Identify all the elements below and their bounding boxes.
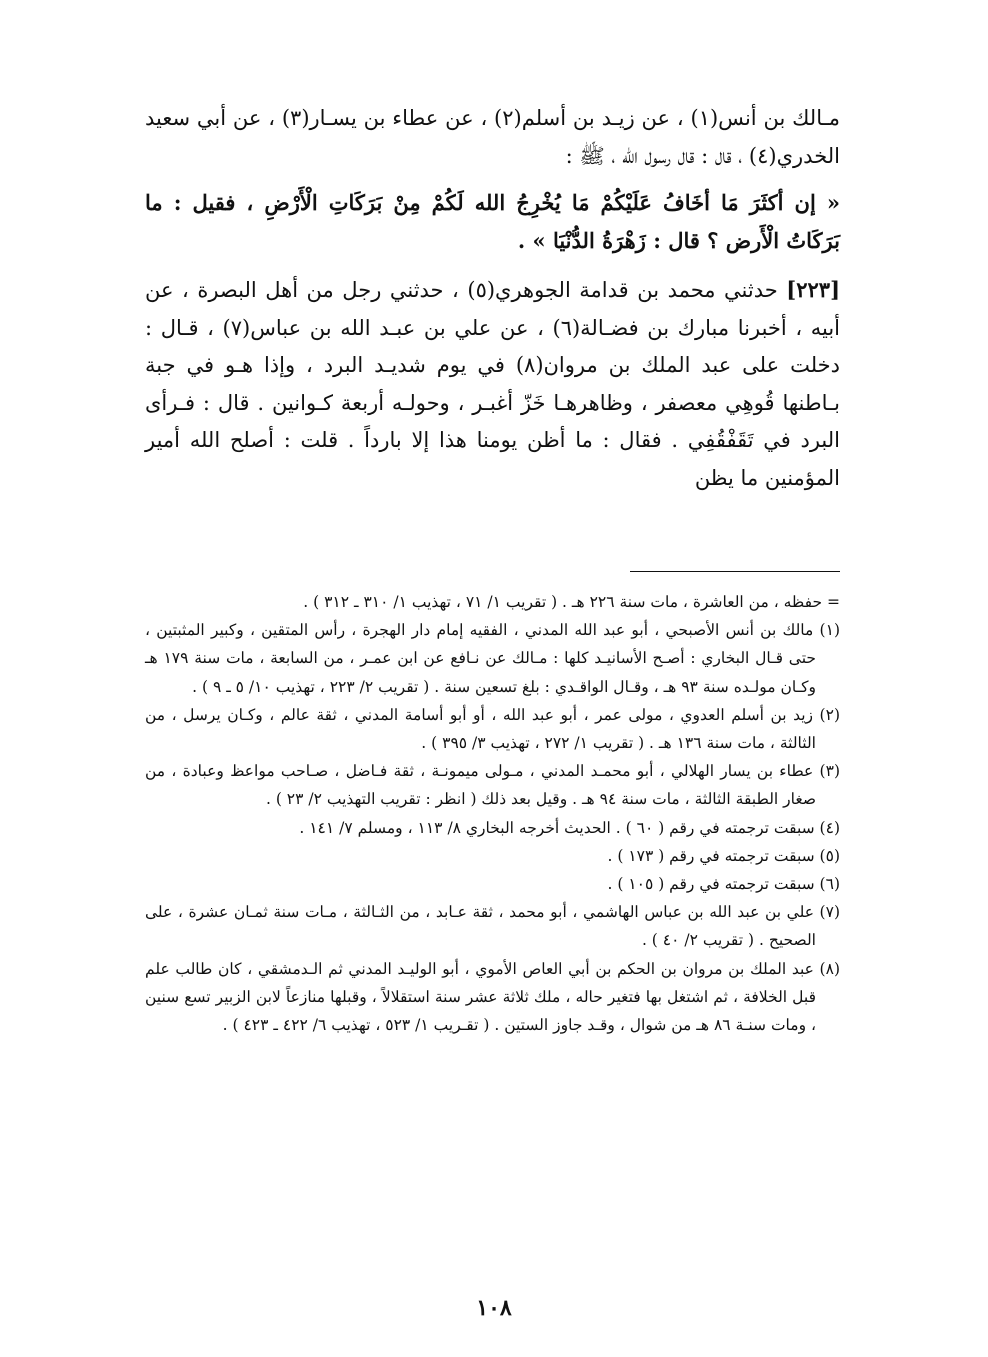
footnote-6: (٦) سبقت ترجمته في رقم ( ١٠٥ ) .	[607, 875, 840, 894]
footnote-2: (٢) زيد بن أسلم العدوي ، مولى عمر ، أبو عبد الله ، أو أبو أسامة المدني ، ثقة عالم ، وكـان يرسل ، من الثالثة ، مات سنة ١٣٦ هـ . ( تقريب ١/ ٢٧٢ ، تهذيب ٣/ ٣٩٥ ) .	[145, 705, 840, 753]
paragraph-opening-isnad: مـالك بن أنس(١) ، عن زيـد بن أسلم(٢) ، عن عطاء بن يسـار(٣) ، عن أبي سعيد الخدري(٤) ، قال : قال رسول الله ، ﷺ :	[145, 106, 841, 168]
footnote-3: (٣) عطاء بن يسار الهلالي ، أبو محمـد المدني ، مـولى ميمونـة ، ثقة فـاضل ، صـاحب مواعظ وعبادة ، من صغار الطبقة الثالثة ، مات سنة ٩٤ هـ . وقيل بعد ذلك ( انظر : تقريب التهذيب ٢/ ٢٣ ) .	[145, 762, 840, 809]
footnote-continuation: = حفظه ، من العاشرة ، مات سنة ٢٢٦ هـ . ( تقريب ١/ ٧١ ، تهذيب ١/ ٣١٠ ـ ٣١٢ ) .	[303, 593, 840, 611]
narration-223	[145, 271, 840, 497]
footnotes-section	[145, 588, 840, 1039]
narration-text: حدثني محمد بن قدامة الجوهري(٥) ، حدثني رجل من أهل البصرة ، عن أبيه ، أخبرنا مبارك بن فضـالة(٦) ، عن علي بن عبـد الله بن عباس(٧) ، قـال : دخلت على عبد الملك بن مروان(٨) في يوم شديـد البرد ، وإذا هـو في جبة بـاطنها قُوهِي معصفر ، وظاهرهـا خَزّ أغبـر ، وحولـه أربعة كـوانين . قال : فـرأى البرد في تَقَفْقُفِي . فقال : ما أظن يومنا هذا إلا بارداً . قلت : أصلح الله أمير المؤمنين ما يظن	[145, 278, 841, 490]
narration-number: [٢٢٣]	[786, 277, 840, 302]
main-text-block	[145, 100, 840, 497]
footnote-1: (١) مالك بن أنس الأصبحي ، أبو عبد الله المدني ، الفقيه إمام دار الهجرة ، رأس المتقين ، وكبير المثبتين ، حتى قـال البخاري : أصـح الأسانيـد كلها : مـالك عن نـافع عن ابن عمـر ، من السابعة ، مات سنة ١٧٩ هـ وكـان مولـده سنة ٩٣ هـ ، وقـال الواقـدي : بلغ تسعين سنة . ( تقريب ٢/ ٢٢٣ ، تهذيب ١٠/ ٥ ـ ٩ ) .	[145, 621, 840, 696]
footnote-5: (٥) سبقت ترجمته في رقم ( ١٧٣ ) .	[607, 846, 840, 865]
page-number: ١٠٨	[476, 1295, 512, 1321]
footnote-4: (٤) سبقت ترجمته في رقم ( ٦٠ ) . الحديث أخرجه البخاري ٨/ ١١٣ ، ومسلم ٧/ ١٤١ .	[299, 818, 840, 837]
footnote-7: (٧) علي بن عبد الله بن عباس الهاشمي ، أبو محمد ، ثقة عـابد ، من الثـالثة ، مـات سنة ثمـان عشرة ، على الصحيح . ( تقريب ٢/ ٤٠ ) .	[145, 903, 840, 950]
footnote-divider	[630, 571, 840, 572]
footnote-8: (٨) عبد الملك بن مروان بن الحكم بن أبي العاص الأموي ، أبو الوليـد المدني ثم الـدمشقي ، كان طالب علم قبل الخلافة ، ثم اشتغل بها فتغير حاله ، ملك ثلاثة عشر سنة استقلالاً ، وقبلها منازعاً لابن الزبير تسع سنين ، ومات سنـة ٨٦ هـ من شوال ، وقـد جاوز الستين . ( تقـريب ١/ ٥٢٣ ، تهذيب ٦/ ٤٢٢ ـ ٤٢٣ ) .	[145, 959, 840, 1035]
hadith-text: « إن أكثَرَ مَا أخَافُ عَلَيْكُمْ مَا يُخْرِجُ الله لَكُمْ مِنْ بَرَكَاتِ الْأَرْضِ ، فقيل : ما بَرَكَاتُ الْأَرض ؟ قال : زَهْرَةُ الدُّنْيَا » .	[145, 190, 840, 253]
